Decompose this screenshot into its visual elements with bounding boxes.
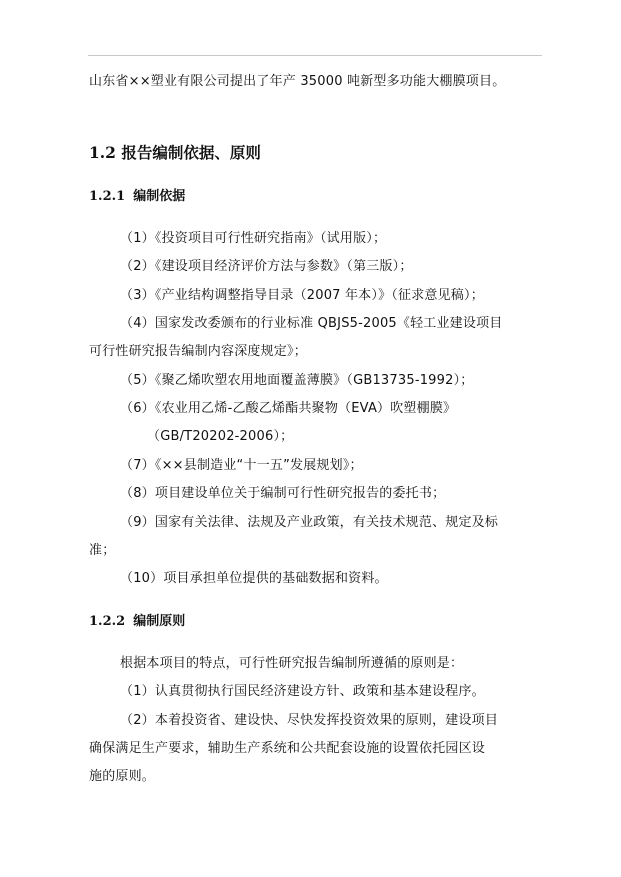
header-rule bbox=[88, 55, 542, 56]
basis-item: （2）《建设项目经济评价方法与参数》（第三版）； bbox=[120, 259, 413, 274]
subsection-title: 编制原则 bbox=[133, 614, 186, 629]
basis-item-continuation: （GB/T20202-2006）； bbox=[147, 429, 294, 444]
section-number: 1.2 bbox=[89, 143, 116, 162]
subsection-number: 1.2.2 bbox=[89, 614, 126, 629]
basis-item: （8）项目建设单位关于编制可行性研究报告的委托书； bbox=[120, 486, 446, 501]
intro-paragraph: 山东省××塑业有限公司提出了年产 35000 吨新型多功能大棚膜项目。 bbox=[89, 74, 506, 89]
subsection-heading-basis bbox=[89, 187, 185, 207]
basis-item-continuation: 可行性研究报告编制内容深度规定》； bbox=[89, 344, 307, 359]
basis-item: （10）项目承担单位提供的基础数据和资料。 bbox=[120, 571, 388, 586]
section-title: 报告编制依据、原则 bbox=[121, 143, 261, 162]
basis-item: （6）《农业用乙烯-乙酸乙烯酯共聚物（EVA）吹塑棚膜》 bbox=[120, 401, 457, 416]
basis-item: （1）《投资项目可行性研究指南》（试用版）； bbox=[120, 231, 387, 246]
basis-item: （5）《聚乙烯吹塑农用地面覆盖薄膜》（GB13735-1992）； bbox=[120, 373, 474, 388]
principle-item: （1）认真贯彻执行国民经济建设方针、政策和基本建设程序。 bbox=[120, 684, 485, 699]
principle-item-continuation: 确保满足生产要求，辅助生产系统和公共配套设施的设置依托园区设 bbox=[89, 741, 486, 756]
basis-item: （3）《产业结构调整指导目录（2007 年本）》（征求意见稿）； bbox=[120, 288, 484, 303]
principle-item: （2）本着投资省、建设快、尽快发挥投资效果的原则，建设项目 bbox=[120, 713, 499, 728]
basis-item-continuation: 准； bbox=[89, 543, 116, 558]
subsection-number: 1.2.1 bbox=[89, 189, 126, 204]
basis-item: （4）国家发改委颁布的行业标准 QBJS5-2005《轻工业建设项目 bbox=[120, 316, 503, 331]
principle-item-continuation: 施的原则。 bbox=[89, 769, 156, 784]
basis-item: （7）《××县制造业“十一五”发展规划》； bbox=[120, 458, 363, 473]
principles-intro: 根据本项目的特点，可行性研究报告编制所遵循的原则是： bbox=[120, 656, 464, 671]
section-heading bbox=[89, 142, 261, 164]
subsection-heading-principles bbox=[89, 612, 185, 632]
basis-item: （9）国家有关法律、法规及产业政策，有关技术规范、规定及标 bbox=[120, 515, 499, 530]
subsection-title: 编制依据 bbox=[133, 189, 186, 204]
